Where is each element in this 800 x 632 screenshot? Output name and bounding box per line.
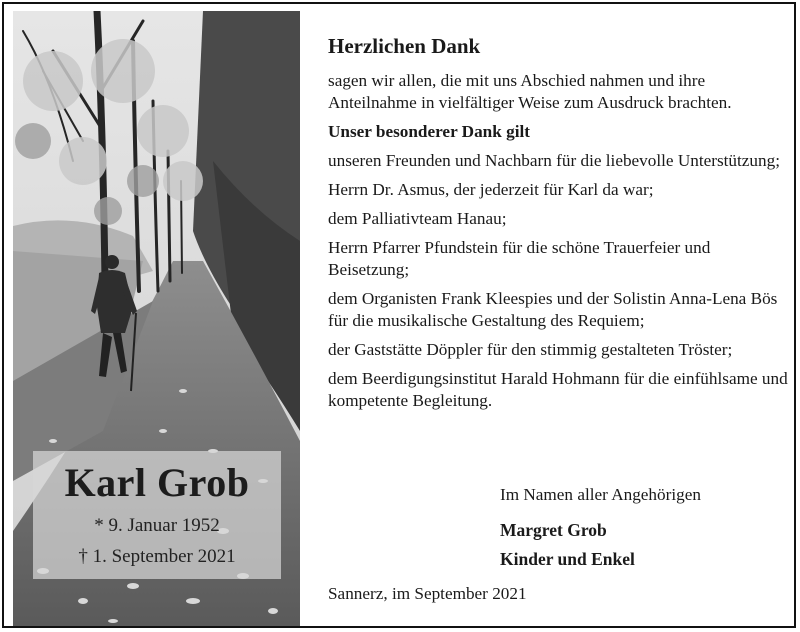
thanks-item: der Gaststätte Döppler für den stimmig gestalteten Tröster; xyxy=(328,340,733,359)
memorial-photo xyxy=(13,11,300,626)
special-thanks-heading: Unser besonderer Dank gilt xyxy=(328,122,530,141)
name-plate xyxy=(33,451,281,579)
thanks-item: Herrn Pfarrer Pfundstein für die schöne Trauerfeier und Beisetzung; xyxy=(328,238,711,279)
thanks-item: Herrn Dr. Asmus, der jederzeit für Karl da war; xyxy=(328,180,654,199)
thanks-body xyxy=(328,70,788,419)
signoff-block xyxy=(500,484,701,574)
thanks-item: unseren Freunden und Nachbarn für die liebevolle Unterstützung; xyxy=(328,151,780,170)
obituary-card xyxy=(2,2,796,628)
notice-heading: Herzlichen Dank xyxy=(328,34,481,58)
signatory: Kinder und Enkel xyxy=(500,549,635,569)
place-date: Sannerz, im September 2021 xyxy=(328,584,527,603)
thanks-item: dem Palliativteam Hanau; xyxy=(328,209,507,228)
signatory: Margret Grob xyxy=(500,520,607,540)
birth-date: * 9. Januar 1952 xyxy=(94,515,220,536)
thanks-item: dem Organisten Frank Kleespies und der Solistin Anna-Lena Bös für die musikalische Gestaltung des Requiem; xyxy=(328,289,778,330)
intro-paragraph: sagen wir allen, die mit uns Abschied nahmen und ihre Anteilnahme in vielfältiger Weise zum Ausdruck brachten. xyxy=(328,71,732,112)
on-behalf-line: Im Namen aller Angehörigen xyxy=(500,485,701,504)
death-date: † 1. September 2021 xyxy=(78,546,236,567)
deceased-name: Karl Grob xyxy=(64,460,250,505)
thanks-item: dem Beerdigungsinstitut Harald Hohmann für die einfühlsame und kompetente Begleitung. xyxy=(328,369,788,410)
